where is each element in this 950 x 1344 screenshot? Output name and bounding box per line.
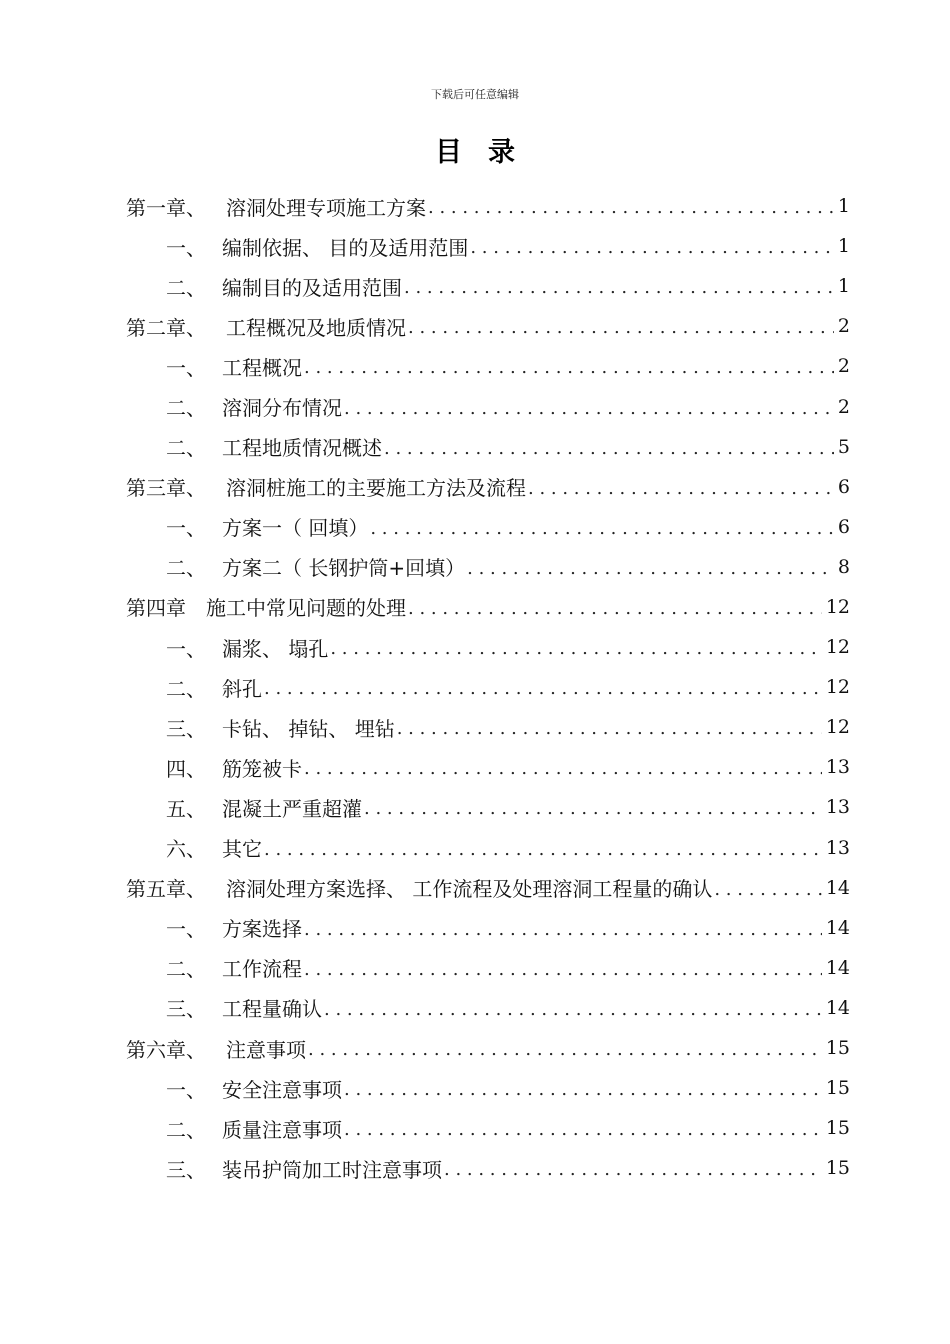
toc-page-number: 8 bbox=[837, 555, 850, 578]
toc-dot-leader bbox=[344, 400, 834, 418]
toc-page-number: 12 bbox=[825, 636, 850, 659]
toc-entry-label: 编制目的及适用范围 bbox=[222, 275, 402, 300]
toc-chapter-entry[interactable] bbox=[126, 868, 850, 908]
toc-entry-number: 一、 bbox=[166, 516, 206, 541]
toc-dot-leader bbox=[408, 319, 834, 337]
toc-entry-label: 其它 bbox=[222, 837, 262, 862]
table-of-contents bbox=[126, 186, 850, 1188]
toc-page-number: 2 bbox=[837, 355, 850, 378]
toc-page-number: 14 bbox=[825, 956, 850, 979]
toc-section-entry[interactable] bbox=[126, 266, 850, 306]
toc-entry-label: 编制依据、 目的及适用范围 bbox=[222, 235, 469, 260]
toc-entry-label: 工程地质情况概述 bbox=[222, 436, 382, 461]
toc-dot-leader bbox=[364, 800, 822, 818]
toc-section-entry[interactable] bbox=[126, 1108, 850, 1148]
toc-entry-label: 注意事项 bbox=[226, 1037, 306, 1062]
toc-entry-label: 方案二（ 长钢护筒+回填） bbox=[222, 556, 466, 581]
toc-dot-leader bbox=[444, 1161, 822, 1179]
toc-page-number: 15 bbox=[825, 1117, 850, 1140]
toc-section-entry[interactable] bbox=[126, 787, 850, 827]
toc-entry-number: 第二章、 bbox=[126, 315, 206, 340]
toc-page-number: 13 bbox=[825, 796, 850, 819]
toc-entry-number: 二、 bbox=[166, 1117, 206, 1142]
toc-entry-number: 二、 bbox=[166, 556, 206, 581]
toc-entry-label: 卡钻、 掉钻、 埋钻 bbox=[222, 716, 395, 741]
toc-page-number: 1 bbox=[837, 235, 850, 258]
toc-entry-number: 三、 bbox=[166, 716, 206, 741]
toc-page-number: 5 bbox=[837, 435, 850, 458]
toc-page-number: 15 bbox=[825, 1157, 850, 1180]
toc-title: 目录 bbox=[435, 137, 541, 168]
toc-page-number: 13 bbox=[825, 756, 850, 779]
toc-chapter-entry[interactable] bbox=[126, 186, 850, 226]
toc-dot-leader bbox=[304, 760, 822, 778]
toc-entry-number: 第六章、 bbox=[126, 1037, 206, 1062]
toc-entry-number: 第三章、 bbox=[126, 476, 206, 501]
toc-chapter-entry[interactable] bbox=[126, 467, 850, 507]
toc-section-entry[interactable] bbox=[126, 627, 850, 667]
toc-entry-label: 溶洞分布情况 bbox=[222, 396, 342, 421]
toc-dot-leader bbox=[304, 359, 834, 377]
toc-section-entry[interactable] bbox=[126, 828, 850, 868]
toc-section-entry[interactable] bbox=[126, 386, 850, 426]
toc-entry-label: 工程概况 bbox=[222, 355, 302, 380]
toc-page-number: 2 bbox=[837, 395, 850, 418]
toc-dot-leader bbox=[428, 199, 834, 217]
toc-page-number: 1 bbox=[837, 275, 850, 298]
toc-entry-label: 漏浆、 塌孔 bbox=[222, 636, 329, 661]
toc-entry-label: 装吊护筒加工时注意事项 bbox=[222, 1157, 442, 1182]
toc-entry-label: 工作流程 bbox=[222, 957, 302, 982]
toc-entry-label: 方案选择 bbox=[222, 917, 302, 942]
toc-entry-label: 溶洞处理方案选择、 工作流程及处理溶洞工程量的确认 bbox=[226, 877, 713, 902]
toc-section-entry[interactable] bbox=[126, 427, 850, 467]
toc-entry-label: 施工中常见问题的处理 bbox=[206, 596, 406, 621]
toc-dot-leader bbox=[330, 640, 821, 658]
toc-entry-label: 工程概况及地质情况 bbox=[226, 315, 406, 340]
toc-dot-leader bbox=[370, 520, 834, 538]
toc-dot-leader bbox=[344, 1081, 822, 1099]
toc-page-number: 15 bbox=[825, 1037, 850, 1060]
toc-section-entry[interactable] bbox=[126, 707, 850, 747]
toc-entry-number: 一、 bbox=[166, 636, 206, 661]
toc-section-entry[interactable] bbox=[126, 507, 850, 547]
toc-dot-leader bbox=[264, 841, 822, 859]
toc-entry-number: 二、 bbox=[166, 275, 206, 300]
toc-entry-label: 溶洞桩施工的主要施工方法及流程 bbox=[226, 476, 526, 501]
toc-entry-number: 四、 bbox=[166, 756, 206, 781]
toc-page-number: 6 bbox=[837, 475, 850, 498]
toc-section-entry[interactable] bbox=[126, 226, 850, 266]
toc-entry-number: 二、 bbox=[166, 676, 206, 701]
toc-dot-leader bbox=[408, 600, 822, 618]
toc-dot-leader bbox=[304, 961, 822, 979]
toc-page-number: 6 bbox=[837, 515, 850, 538]
toc-dot-leader bbox=[404, 279, 834, 297]
toc-page-number: 14 bbox=[825, 996, 850, 1019]
toc-section-entry[interactable] bbox=[126, 547, 850, 587]
toc-page-number: 12 bbox=[825, 676, 850, 699]
toc-dot-leader bbox=[264, 680, 822, 698]
toc-section-entry[interactable] bbox=[126, 988, 850, 1028]
toc-entry-label: 混凝土严重超灌 bbox=[222, 796, 362, 821]
toc-page-number: 12 bbox=[825, 716, 850, 739]
toc-entry-label: 质量注意事项 bbox=[222, 1117, 342, 1142]
toc-dot-leader bbox=[528, 480, 834, 498]
toc-dot-leader bbox=[397, 720, 822, 738]
toc-dot-leader bbox=[470, 239, 834, 257]
toc-entry-number: 二、 bbox=[166, 436, 206, 461]
toc-section-entry[interactable] bbox=[126, 667, 850, 707]
toc-entry-number: 第五章、 bbox=[126, 877, 206, 902]
toc-entry-number: 一、 bbox=[166, 355, 206, 380]
toc-page-number: 2 bbox=[837, 315, 850, 338]
toc-entry-label: 溶洞处理专项施工方案 bbox=[226, 195, 426, 220]
toc-entry-number: 第四章 bbox=[126, 596, 186, 621]
toc-page-number: 12 bbox=[825, 595, 850, 618]
toc-chapter-entry[interactable] bbox=[126, 1028, 850, 1068]
toc-page-number: 15 bbox=[825, 1077, 850, 1100]
header-note: 下载后可任意编辑 bbox=[431, 88, 519, 101]
toc-section-entry[interactable] bbox=[126, 1148, 850, 1188]
toc-entry-number: 二、 bbox=[166, 957, 206, 982]
toc-entry-label: 筋笼被卡 bbox=[222, 756, 302, 781]
toc-entry-number: 一、 bbox=[166, 1077, 206, 1102]
toc-section-entry[interactable] bbox=[126, 948, 850, 988]
toc-dot-leader bbox=[714, 881, 821, 899]
toc-entry-number: 二、 bbox=[166, 396, 206, 421]
toc-page-number: 13 bbox=[825, 836, 850, 859]
toc-entry-label: 方案一（ 回填） bbox=[222, 516, 369, 541]
toc-entry-number: 三、 bbox=[166, 1157, 206, 1182]
toc-page-number: 14 bbox=[825, 876, 850, 899]
toc-entry-label: 工程量确认 bbox=[222, 997, 322, 1022]
toc-entry-number: 五、 bbox=[166, 796, 206, 821]
toc-section-entry[interactable] bbox=[126, 1068, 850, 1108]
toc-page-number: 1 bbox=[837, 195, 850, 218]
toc-entry-number: 第一章、 bbox=[126, 195, 206, 220]
toc-dot-leader bbox=[308, 1041, 822, 1059]
toc-entry-number: 一、 bbox=[166, 235, 206, 260]
toc-dot-leader bbox=[384, 440, 834, 458]
toc-section-entry[interactable] bbox=[126, 346, 850, 386]
toc-chapter-entry[interactable] bbox=[126, 587, 850, 627]
toc-dot-leader bbox=[304, 921, 822, 939]
toc-dot-leader bbox=[344, 1121, 822, 1139]
toc-entry-number: 一、 bbox=[166, 917, 206, 942]
toc-entry-label: 斜孔 bbox=[222, 676, 262, 701]
toc-dot-leader bbox=[467, 560, 834, 578]
toc-entry-number: 六、 bbox=[166, 837, 206, 862]
toc-entry-label: 安全注意事项 bbox=[222, 1077, 342, 1102]
toc-chapter-entry[interactable] bbox=[126, 306, 850, 346]
toc-section-entry[interactable] bbox=[126, 747, 850, 787]
toc-page-number: 14 bbox=[825, 916, 850, 939]
toc-dot-leader bbox=[324, 1001, 822, 1019]
toc-section-entry[interactable] bbox=[126, 908, 850, 948]
toc-entry-number: 三、 bbox=[166, 997, 206, 1022]
